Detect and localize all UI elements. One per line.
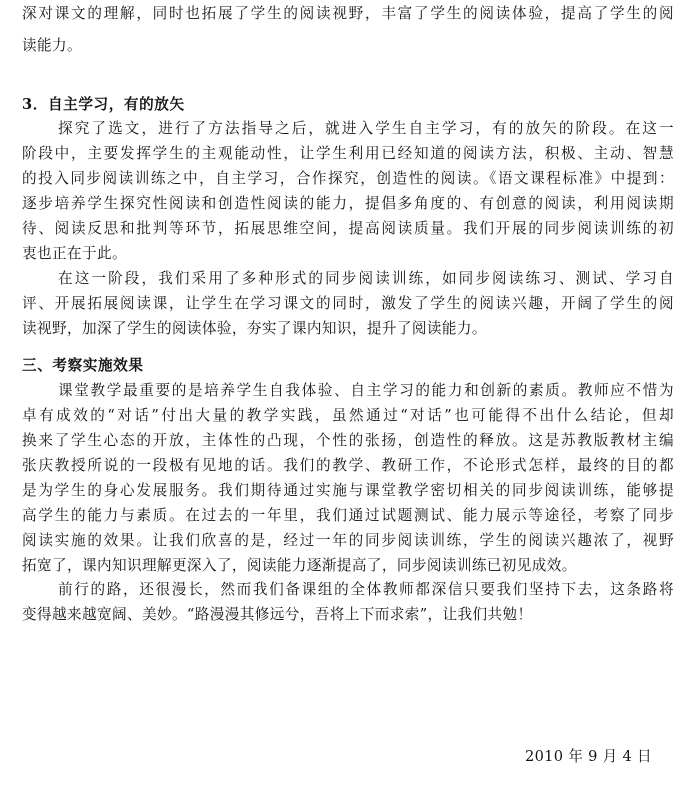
text-line: 读能力。 xyxy=(22,37,82,54)
text-line: 张庆教授所说的一段极有见地的话。我们的教学、教研工作，不论形式怎样，最终的目的都 xyxy=(22,457,674,474)
text-line: 阶段中，主要发挥学生的主观能动性，让学生利用已经知道的阅读方法，积极、主动、智慧 xyxy=(22,145,674,162)
text-line: 卓有成效的“对话”付出大量的教学实践，虽然通过“对话”也可能得不出什么结论，但却 xyxy=(22,407,674,424)
text-line: 在这一阶段，我们采用了多种形式的同步阅读训练，如同步阅读练习、测试、学习自 xyxy=(58,270,674,287)
text-line: 是为学生的身心发展服务。我们期待通过实施与课堂教学密切相关的同步阅读训练，能够提 xyxy=(22,482,674,499)
text-line: 的投入同步阅读训练之中，自主学习，合作探究，创造性的阅读。《语文课程标准》中提到： xyxy=(22,170,674,187)
text-line: 评、开展拓展阅读课，让学生在学习课文的同时，激发了学生的阅读兴趣，开阔了学生的阅 xyxy=(22,295,674,312)
text-line: 衷也正在于此。 xyxy=(22,245,127,262)
text-line: 逐步培养学生探究性阅读和创造性阅读的能力，提倡多角度的、有创意的阅读，利用阅读期 xyxy=(22,195,674,212)
document-date: 2010 年 9 月 4 日 xyxy=(525,748,652,765)
text-line: 读视野，加深了学生的阅读体验，夯实了课内知识，提升了阅读能力。 xyxy=(22,320,487,337)
text-line: 高学生的能力与素质。在过去的一年里，我们通过试题测试、能力展示等途径，考察了同步 xyxy=(22,507,674,524)
section-heading: 三、考察实施效果 xyxy=(22,357,144,374)
text-line: 变得越来越宽阔、美妙。“路漫漫其修远兮，吾将上下而求索”，让我们共勉！ xyxy=(22,606,533,623)
text-line: 拓宽了，课内知识理解更深入了，阅读能力逐渐提高了，同步阅读训练已初见成效。 xyxy=(22,557,577,574)
text-line: 深对课文的理解，同时也拓展了学生的阅读视野，丰富了学生的阅读体验，提高了学生的阅 xyxy=(22,5,674,22)
section-heading: 3．自主学习，有的放矢 xyxy=(22,96,185,113)
text-line: 换来了学生心态的开放，主体性的凸现，个性的张扬，创造性的释放。这是苏教版教材主编 xyxy=(22,432,674,449)
text-line: 待、阅读反思和批判等环节，拓展思维空间，提高阅读质量。我们开展的同步阅读训练的初 xyxy=(22,220,674,237)
text-line: 课堂教学最重要的是培养学生自我体验、自主学习的能力和创新的素质。教师应不惜为 xyxy=(58,382,674,399)
text-line: 探究了选文，进行了方法指导之后，就进入学生自主学习，有的放矢的阶段。在这一 xyxy=(58,120,674,137)
text-line: 前行的路，还很漫长，然而我们备课组的全体教师都深信只要我们坚持下去，这条路将 xyxy=(58,581,674,598)
text-line: 阅读实施的效果。让我们欣喜的是，经过一年的同步阅读训练，学生的阅读兴趣浓了，视野 xyxy=(22,532,674,549)
